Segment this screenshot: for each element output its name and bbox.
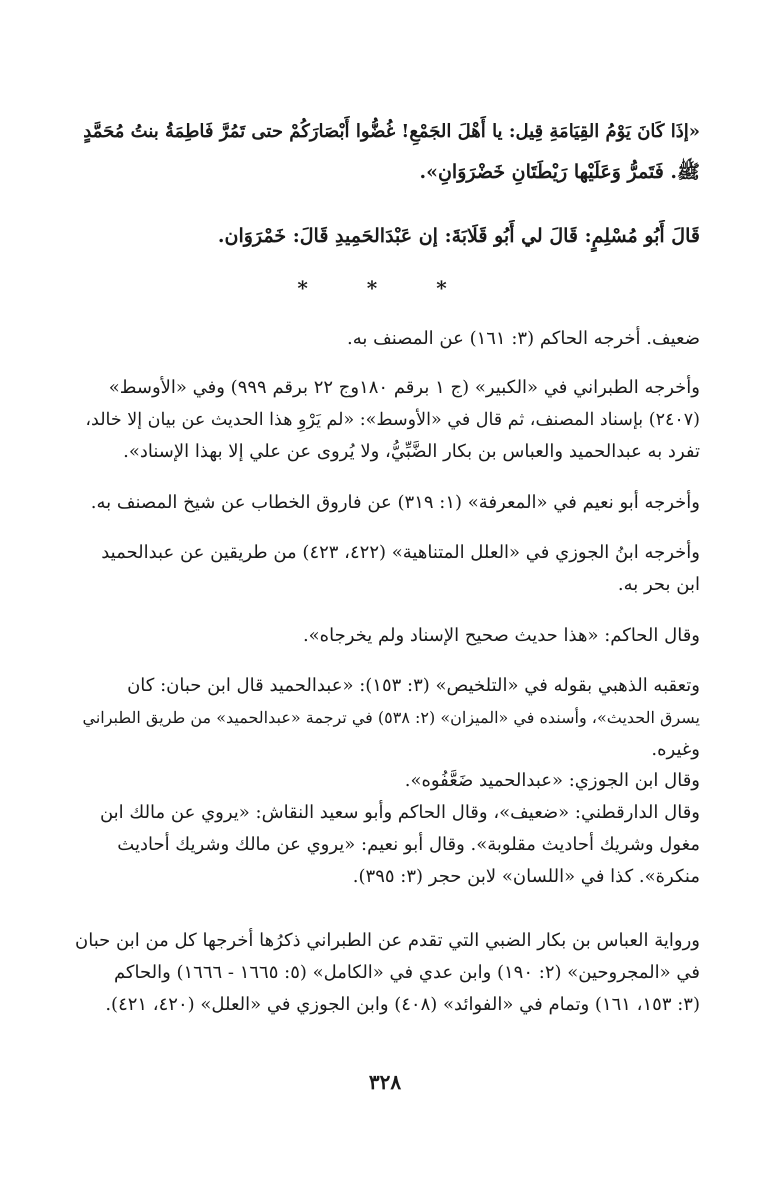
takhrij-paragraph-3 [70, 487, 700, 519]
text-line: وأخرجه أبو نعيم في «المعرفة» (١: ٣١٩) عن فاروق الخطاب عن شيخ المصنف به. [90, 492, 700, 513]
hadith-matn [70, 112, 700, 192]
text-line: وقال ابن الجوزي: «عبدالحميد ضَعَّفُوه». [404, 770, 700, 791]
text-line: تفرد به عبدالحميد والعباس بن بكار الضَّبِّيُّ، ولا يُروى عن علي إلا بهذا الإسناد». [123, 441, 700, 462]
takhrij-paragraph-7 [70, 765, 700, 893]
text-line: (٢٤٠٧) بإسناد المصنف، ثم قال في «الأوسط»: «لم يَرْوِ هذا الحديث عن بيان إلا خالد، [85, 410, 700, 430]
text-line: وغيره. [651, 739, 700, 760]
text-line: ابن بحر به. [617, 574, 700, 595]
section-separator: * * * [297, 276, 473, 300]
text-line: وأخرجه الطبراني في «الكبير» (ج ١ برقم ١٨٠وج ٢٢ برقم ٩٩٩) وفي «الأوسط» [108, 377, 700, 398]
takhrij-paragraph-1 [70, 323, 700, 355]
text-line: ورواية العباس بن بكار الضبي التي تقدم عن الطبراني ذكرُها أخرجها كل من ابن حبان [75, 930, 700, 951]
text-line: منكرة». كذا في «اللسان» لابن حجر (٣: ٣٩٥). [352, 866, 700, 887]
text-line: وقال الدارقطني: «ضعيف»، وقال الحاكم وأبو سعيد النقاش: «يروي عن مالك ابن [99, 802, 700, 823]
hadith-sanad-note [70, 220, 700, 252]
takhrij-paragraph-4 [70, 537, 700, 601]
text-line: ضعيف. أخرجه الحاكم (٣: ١٦١) عن المصنف به. [347, 328, 700, 349]
sanad-note-line: قَالَ أَبُو مُسْلِمٍ: قَالَ لي أَبُو قَلَابَةَ: إن عَبْدَالحَمِيدِ قَالَ: خَمْرَوَان. [217, 225, 700, 247]
text-line: وتعقبه الذهبي بقوله في «التلخيص» (٣: ١٥٣): «عبدالحميد قال ابن حبان: كان [127, 675, 700, 696]
text-line: وأخرجه ابنُ الجوزي في «العلل المتناهية» (٤٢٢، ٤٢٣) من طريقين عن عبدالحميد [101, 542, 700, 563]
matn-line: ﷺ. فَتَمرُّ وَعَلَيْها رَيْطَتَانِ خَضْرَوَانِ». [419, 161, 700, 183]
text-line: في «المجروحين» (٢: ١٩٠) وابن عدي في «الكامل» (٥: ١٦٦٥ - ١٦٦٦) والحاكم [113, 962, 700, 983]
text-line: وقال الحاكم: «هذا حديث صحيح الإسناد ولم يخرجاه». [302, 625, 700, 646]
takhrij-paragraph-2 [70, 372, 700, 468]
text-line: (٣: ١٥٣، ١٦١) وتمام في «الفوائد» (٤٠٨) وابن الجوزي في «العلل» (٤٢٠، ٤٢١). [105, 994, 700, 1015]
book-page [70, 0, 700, 1195]
text-line: يسرق الحديث»، وأسنده في «الميزان» (٢: ٥٣٨) في ترجمة «عبدالحميد» من طريق الطبراني [82, 708, 700, 727]
takhrij-paragraph-6 [70, 670, 700, 766]
text-line: مغول وشريك أحاديث مقلوبة». وقال أبو نعيم: «يروي عن مالك وشريك أحاديث [117, 834, 700, 855]
matn-line: «إذَا كَانَ يَوْمُ القِيَامَةِ قِيل: يا أَهْلَ الجَمْعِ! غُضُّوا أَبْصَارَكُمْ حتى تَمُرَّ فَاطِمَةُ بنتُ مُحَمَّدٍ [83, 121, 700, 142]
page-number: ٣٢٨ [368, 1070, 402, 1094]
takhrij-paragraph-5 [70, 620, 700, 652]
takhrij-paragraph-8 [70, 925, 700, 1021]
